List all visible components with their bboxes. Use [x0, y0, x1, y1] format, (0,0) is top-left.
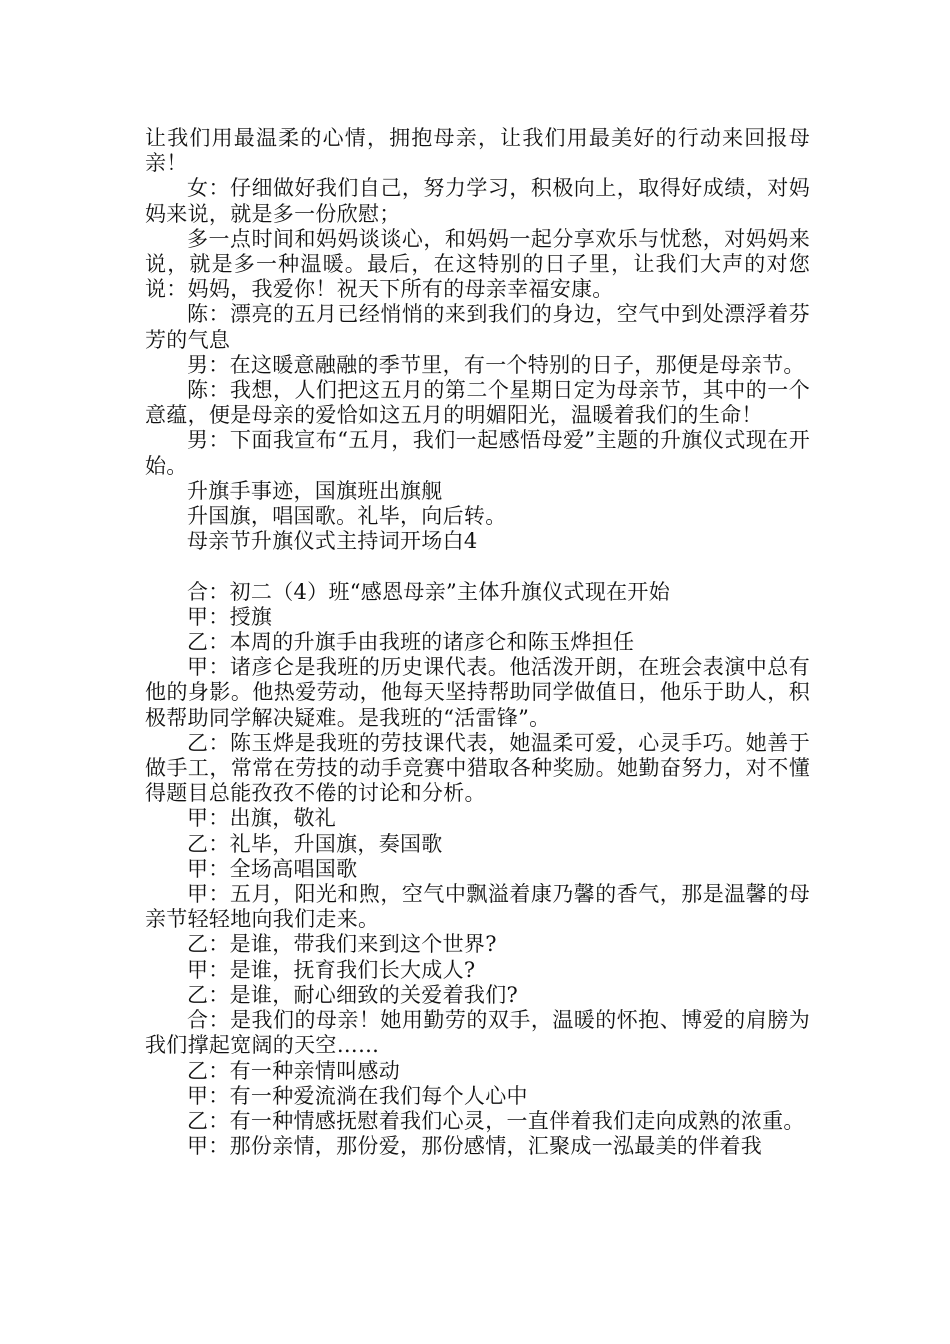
paragraph: 合：是我们的母亲！她用勤劳的双手，温暖的怀抱、博爱的肩膀为我们撑起宽阔的天空…… [145, 1008, 810, 1058]
paragraph: 乙：是谁，带我们来到这个世界? [187, 932, 497, 957]
blank-line [145, 554, 810, 579]
paragraph: 甲：诸彦仑是我班的历史课代表。他活泼开朗，在班会表演中总有他的身影。他热爱劳动，他每天坚持帮助同学做值日，他乐于助人，积极帮助同学解决疑难。是我班的“活雷锋”。 [145, 655, 810, 730]
paragraph: 升旗手事迹，国旗班出旗舰 [187, 478, 443, 503]
paragraph: 女：仔细做好我们自己，努力学习，积极向上，取得好成绩，对妈妈来说，就是多一份欣慰； [145, 176, 810, 226]
paragraph: 乙：陈玉烨是我班的劳技课代表，她温柔可爱，心灵手巧。她善于做手工，常常在劳技的动手竞赛中猎取各种奖励。她勤奋努力，对不懂得题目总能孜孜不倦的讨论和分析。 [145, 730, 810, 806]
paragraph: 陈：我想，人们把这五月的第二个星期日定为母亲节，其中的一个意蕴，便是母亲的爱恰如这五月的明媚阳光，温暖着我们的生命！ [145, 378, 810, 428]
section-heading: 母亲节升旗仪式主持词开场白4 [187, 529, 478, 554]
paragraph: 甲：五月，阳光和煦，空气中飘溢着康乃馨的香气，那是温馨的母亲节轻轻地向我们走来。 [145, 882, 810, 932]
paragraph: 甲：授旗 [187, 604, 273, 629]
document-body [145, 126, 810, 1159]
paragraph: 乙：有一种情感抚慰着我们心灵，一直伴着我们走向成熟的浓重。 [187, 1108, 805, 1133]
paragraph: 甲：全场高唱国歌 [187, 856, 358, 881]
paragraph: 让我们用最温柔的心情，拥抱母亲，让我们用最美好的行动来回报母亲！ [145, 126, 810, 176]
paragraph: 多一点时间和妈妈谈谈心，和妈妈一起分享欢乐与忧愁，对妈妈来说，就是多一种温暖。最后，在这特别的日子里，让我们大声的对您说：妈妈，我爱你！祝天下所有的母亲幸福安康。 [145, 226, 810, 302]
paragraph: 升国旗，唱国歌。礼毕，向后转。 [187, 504, 507, 529]
paragraph: 甲：是谁，抚育我们长大成人? [187, 957, 476, 982]
paragraph: 乙：礼毕，升国旗，奏国歌 [187, 831, 443, 856]
paragraph: 男：下面我宣布“五月，我们一起感悟母爱”主题的升旗仪式现在开始。 [145, 428, 810, 478]
paragraph: 甲：出旗，敬礼 [187, 806, 337, 831]
paragraph: 乙：是谁，耐心细致的关爱着我们? [187, 982, 519, 1007]
paragraph: 甲：有一种爱流淌在我们每个人心中 [187, 1083, 528, 1108]
paragraph: 陈：漂亮的五月已经悄悄的来到我们的身边，空气中到处漂浮着芬芳的气息 [145, 302, 810, 352]
paragraph: 男：在这暖意融融的季节里，有一个特别的日子，那便是母亲节。 [187, 352, 805, 377]
paragraph: 乙：有一种亲情叫感动 [187, 1058, 400, 1083]
paragraph: 甲：那份亲情，那份爱，那份感情，汇聚成一泓最美的伴着我 [187, 1134, 763, 1159]
paragraph: 合：初二（4）班“感恩母亲”主体升旗仪式现在开始 [187, 579, 671, 604]
paragraph: 乙：本周的升旗手由我班的诸彦仑和陈玉烨担任 [187, 630, 635, 655]
